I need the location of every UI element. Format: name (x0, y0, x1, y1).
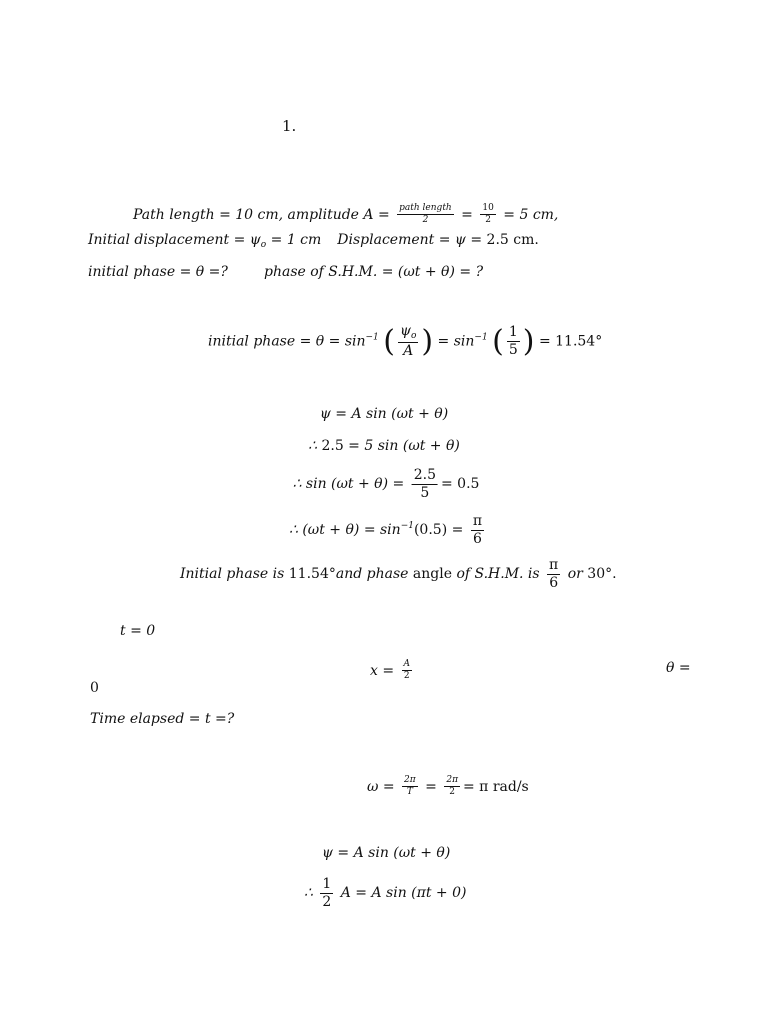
one-fifth-fraction (507, 325, 520, 357)
pi-numerator: π (472, 513, 483, 529)
one-numerator: 1 (508, 324, 518, 341)
amplitude-fraction-numerator: path length (397, 204, 454, 215)
t-denominator: T (406, 787, 413, 798)
t-zero-line: t = 0 (120, 623, 156, 639)
shm-equation: ψ = A sin (ωt + θ) (319, 406, 449, 422)
psi-equation: ψ = A sin (ωt + θ) (322, 845, 451, 861)
final-therefore: ∴ (304, 885, 318, 902)
ten-numerator: 10 (480, 204, 495, 215)
pi-over-six-fraction (471, 514, 484, 546)
omega-lhs: ω = (367, 778, 400, 795)
therefore-symbol: ∴ (308, 438, 322, 454)
a-denominator: A (403, 343, 414, 360)
x-equation (370, 660, 415, 682)
initial-phase-lhs: initial phase = θ = sin (208, 333, 366, 350)
amplitude-fraction (397, 204, 454, 226)
amplitude-result: = 5 cm, (498, 206, 559, 223)
psi-numerator: ψ (399, 323, 411, 339)
half-denominator: 5 (420, 484, 430, 501)
substitution-line (308, 439, 460, 453)
final-equation-rest: A = A sin (πt + 0) (336, 885, 467, 902)
x-equals: x = (370, 662, 399, 679)
a-over-two-fraction (402, 660, 413, 682)
one-half-denominator: 2 (322, 893, 332, 910)
displacement-value: 2.5 cm. (486, 232, 539, 248)
psi-symbol: ψ (249, 232, 261, 248)
two-denominator: 2 (485, 215, 491, 226)
psi-over-a-fraction (398, 324, 418, 359)
a-numerator: A (402, 660, 413, 671)
final-equation (304, 877, 466, 909)
one-half-fraction (320, 877, 333, 909)
half-numerator: 2.5 (413, 467, 436, 483)
inverse-superscript-2: −1 (474, 332, 488, 343)
omega-equals: = (420, 778, 442, 795)
inverse-superscript: −1 (365, 332, 379, 343)
unknown-phase-shm: phase of S.H.M. = (ωt + θ) = ? (264, 264, 484, 280)
substitution-rest: = 5 sin (ωt + θ) (343, 438, 460, 454)
initial-displacement-label: Initial displacement = (88, 232, 250, 248)
conclusion-part3: of S.H.M. is (456, 566, 545, 583)
conclusion-word-angle: angle (412, 566, 457, 583)
conclusion-pi-over-six (547, 558, 560, 590)
two-pi-numerator-2: 2π (444, 776, 460, 787)
initial-phase-equation: initial phase = $\theta = \sin^{-1}$ ( $\frac{\psi_o}{A}$ ) = $\sin^{-1}$ ( $\frac{1}{5}$ ) = 11.54° (208, 323, 603, 360)
theta-zero-value: 0 (90, 680, 99, 696)
one-half-numerator: 1 (322, 876, 332, 892)
conclusion-line (180, 558, 617, 590)
five-denominator: 5 (508, 342, 518, 359)
conclusion-part2: and phase (335, 566, 413, 583)
conclusion-six-denominator: 6 (549, 574, 559, 591)
two-pi-over-two-fraction (444, 776, 460, 798)
sine-value-line (293, 468, 480, 500)
two-denominator-x: 2 (403, 671, 410, 682)
conclusion-part1: Initial phase is (180, 566, 289, 583)
path-length-text: Path length = 10 cm, amplitude A = (133, 206, 395, 223)
time-elapsed-line: Time elapsed = t =? (90, 711, 235, 727)
displacement-text: Displacement = ψ = (337, 232, 487, 248)
conclusion-value1: 11.54° (288, 566, 336, 583)
conclusion-pi-numerator: π (549, 557, 559, 573)
unknown-initial-phase: initial phase = θ =? (88, 264, 228, 280)
phase-angle-equals: = (447, 522, 468, 539)
initial-phase-result: = 11.54° (534, 333, 603, 350)
six-denominator: 6 (472, 530, 482, 547)
two-pi-over-t-fraction (402, 776, 418, 798)
sine-value-lhs: ∴ sin (ωt + θ) = (292, 476, 409, 493)
phase-angle-lhs: ∴ (ωt + θ) = sin (288, 522, 401, 539)
omega-equation (367, 776, 529, 798)
given-path-length-line (133, 204, 558, 226)
arcsin-argument: (0.5) (413, 522, 448, 539)
psi-subscript: o (260, 240, 267, 250)
two-denominator-omega: 2 (449, 787, 456, 798)
initial-displacement-value: = 1 cm (266, 232, 322, 248)
ten-over-two-fraction (480, 204, 495, 226)
conclusion-part4: or (563, 566, 588, 583)
equals-sign: = (456, 206, 478, 223)
sin-mid: = sin (433, 333, 475, 350)
omega-result: = π rad/s (463, 778, 529, 795)
inverse-superscript-3: −1 (400, 521, 414, 532)
two-pi-numerator: 2π (402, 776, 418, 787)
sine-value-result: = 0.5 (440, 476, 480, 493)
theta-equals: θ = (666, 660, 691, 676)
half-fraction (412, 468, 438, 500)
conclusion-value2: 30°. (587, 566, 617, 583)
question-number: 1. (282, 117, 297, 135)
given-initial-displacement-line (88, 233, 539, 250)
displacement-number: 2.5 (321, 438, 344, 454)
amplitude-fraction-denominator: 2 (422, 215, 429, 226)
phase-angle-line (289, 514, 487, 546)
psi-numerator-subscript: o (410, 331, 417, 341)
